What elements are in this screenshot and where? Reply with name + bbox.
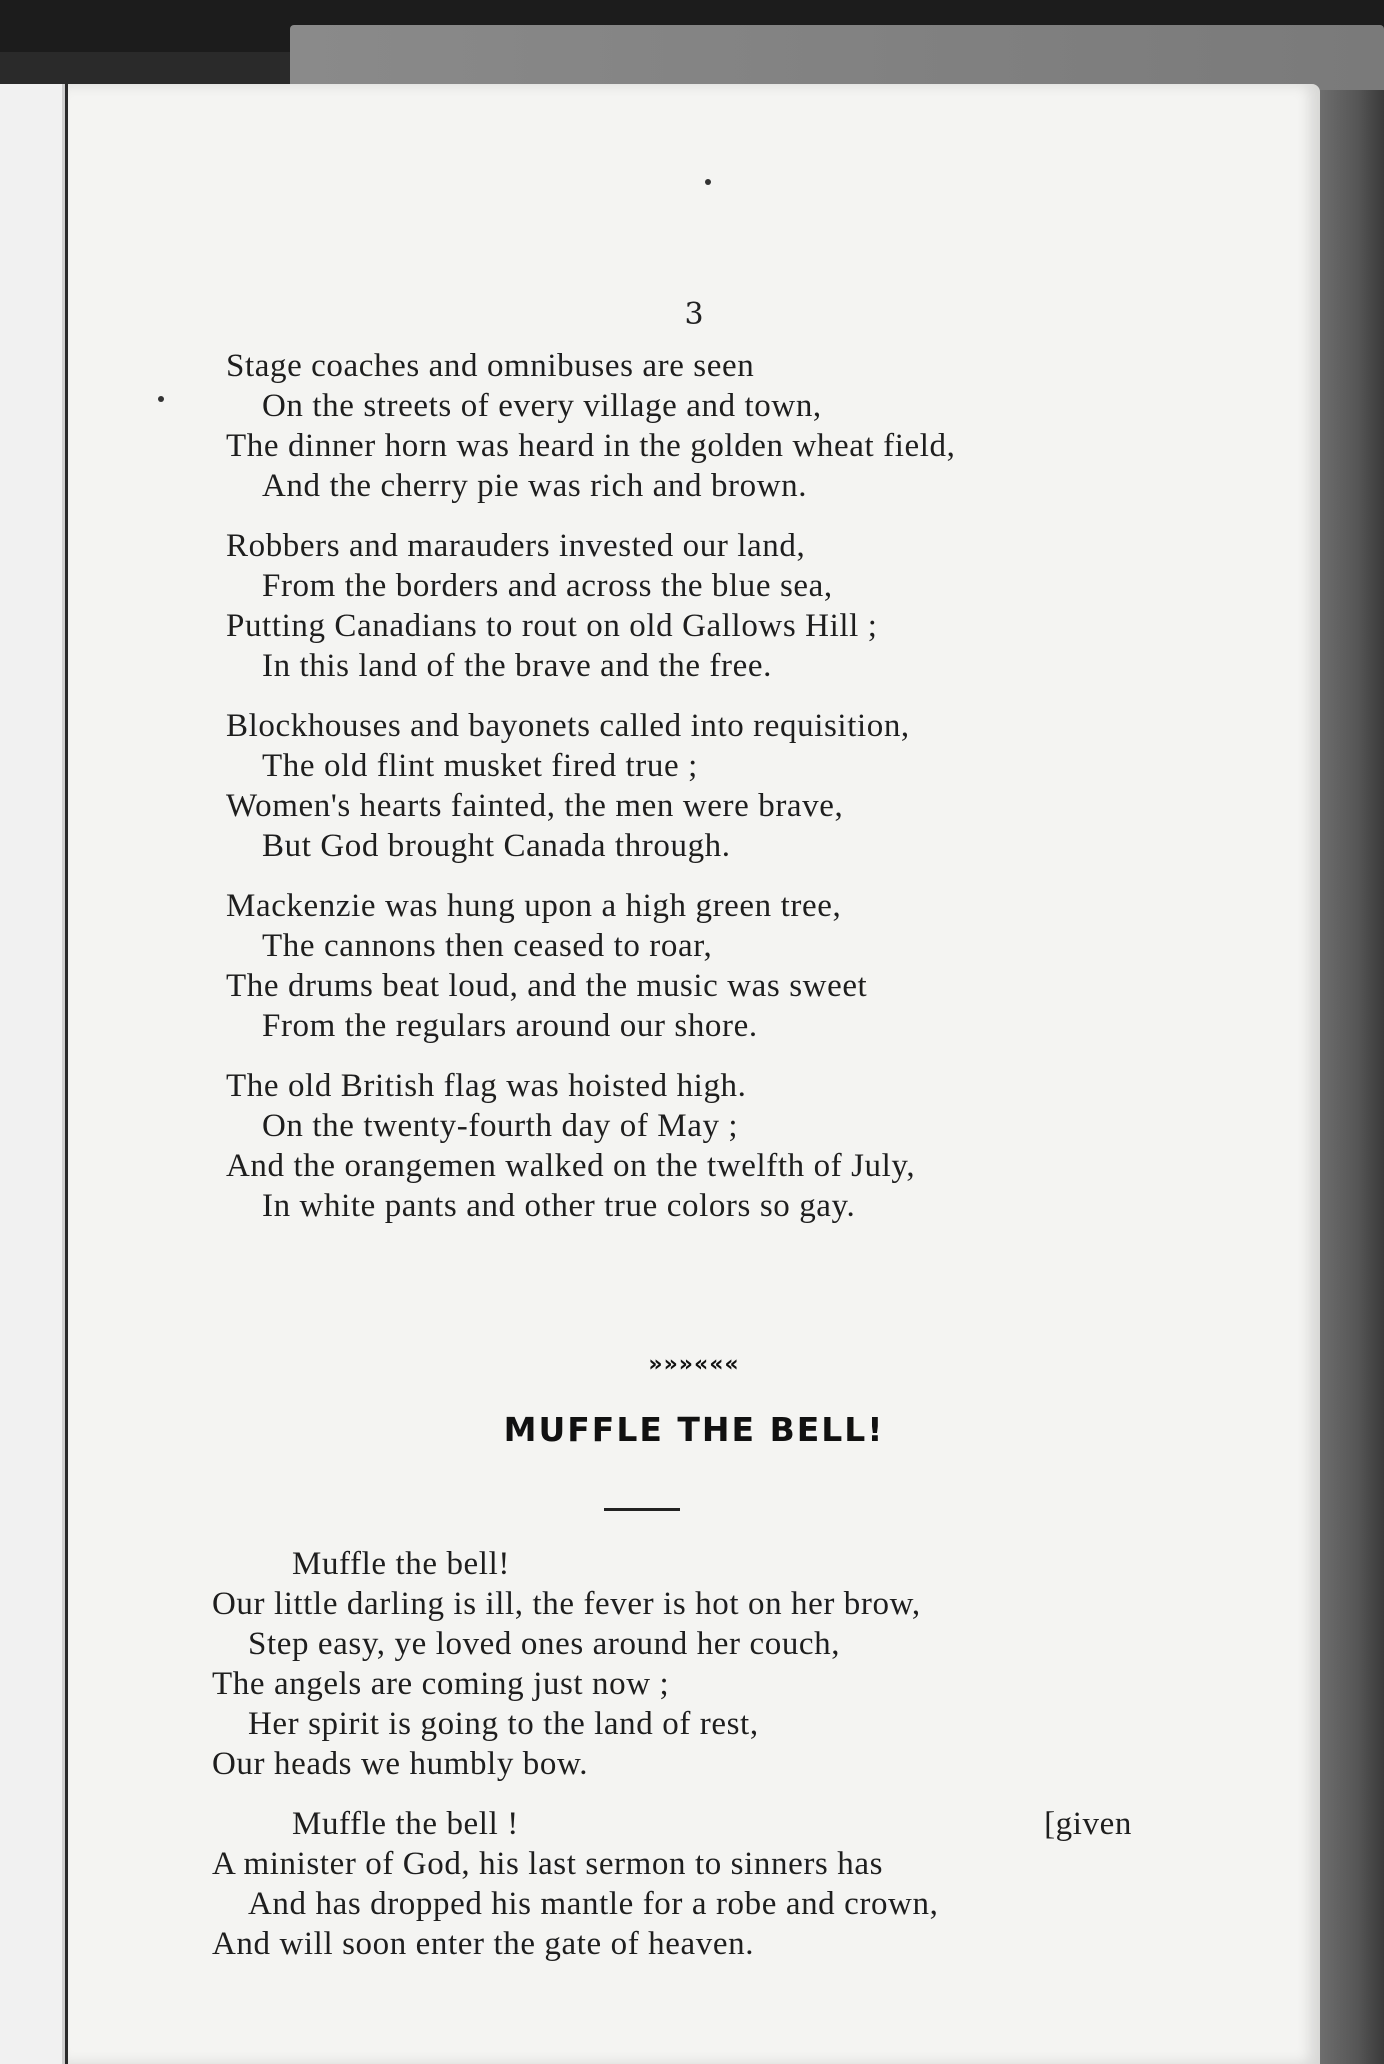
poem-line-text: And will soon enter the gate of heaven. — [212, 1926, 755, 1962]
poem-line — [226, 706, 1186, 746]
poem-line — [212, 1804, 1132, 1844]
poem-line — [212, 1744, 1132, 1784]
title-rule — [604, 1508, 680, 1511]
speck — [158, 396, 164, 402]
poem-line — [226, 346, 1186, 386]
poem-line-text: But God brought Canada through. — [262, 828, 731, 864]
poem-bottom — [212, 1544, 1132, 1984]
poem-top — [226, 346, 1186, 1246]
poem-line-text: The old British flag was hoisted high. — [226, 1068, 747, 1104]
poem-line-text: From the borders and across the blue sea, — [262, 568, 833, 604]
poem-line-text: Women's hearts fainted, the men were brave, — [226, 788, 844, 824]
poem-line-text: Muffle the bell ! — [292, 1806, 519, 1842]
poem-line — [212, 1924, 1132, 1964]
speck — [705, 179, 711, 185]
poem-line-text: The dinner horn was heard in the golden wheat field, — [226, 428, 956, 464]
poem-line-text: In white pants and other true colors so gay. — [262, 1188, 856, 1224]
stanza — [212, 1544, 1132, 1784]
stanza — [212, 1804, 1132, 1964]
poem-line-text: Stage coaches and omnibuses are seen — [226, 348, 755, 384]
poem-line — [226, 786, 1186, 826]
poem-line — [212, 1584, 1132, 1624]
poem-line-text: Our heads we humbly bow. — [212, 1746, 589, 1782]
poem-line-text: Her spirit is going to the land of rest, — [248, 1706, 759, 1742]
poem-line — [212, 1704, 1132, 1744]
poem-line-text: The angels are coming just now ; — [212, 1666, 670, 1702]
poem-line — [226, 566, 1186, 606]
poem-line — [212, 1664, 1132, 1704]
poem-line-text: Muffle the bell! — [292, 1546, 510, 1582]
poem-line-text: From the regulars around our shore. — [262, 1008, 758, 1044]
poem-line — [212, 1624, 1132, 1664]
poem-line-carryover: [given — [1044, 1806, 1132, 1842]
left-page-edge — [0, 84, 65, 2064]
poem-line — [226, 526, 1186, 566]
poem-line-text: The drums beat loud, and the music was sweet — [226, 968, 868, 1004]
poem-line-text: Step easy, ye loved ones around her couch, — [248, 1626, 841, 1662]
poem-line — [226, 646, 1186, 686]
poem-line — [226, 1006, 1186, 1046]
poem-line — [226, 386, 1186, 426]
page-number: 3 — [684, 297, 704, 332]
poem-line — [226, 1106, 1186, 1146]
poem-line — [212, 1884, 1132, 1924]
stanza — [226, 886, 1186, 1046]
poem-line — [226, 426, 1186, 466]
poem-line-text: And the cherry pie was rich and brown. — [262, 468, 808, 504]
stanza — [226, 1066, 1186, 1226]
poem-line-text: A minister of God, his last sermon to sinners has — [212, 1846, 884, 1882]
poem-line-text: The cannons then ceased to roar, — [262, 928, 713, 964]
poem-line-text: Blockhouses and bayonets called into requisition, — [226, 708, 910, 744]
poem-line-text: On the streets of every village and town, — [262, 388, 822, 424]
poem-line-text: Our little darling is ill, the fever is hot on her brow, — [212, 1586, 921, 1622]
poem-line — [212, 1544, 1132, 1584]
poem-line — [226, 966, 1186, 1006]
book-page — [68, 84, 1320, 2064]
stanza — [226, 706, 1186, 866]
poem-line-text: And the orangemen walked on the twelfth of July, — [226, 1148, 916, 1184]
section-title: MUFFLE THE BELL! — [503, 1410, 885, 1449]
poem-line — [226, 826, 1186, 866]
poem-line — [226, 466, 1186, 506]
poem-line-text: Putting Canadians to rout on old Gallows Hill ; — [226, 608, 878, 644]
ornament-divider: »»»««« — [648, 1352, 740, 1377]
poem-line-text: In this land of the brave and the free. — [262, 648, 772, 684]
poem-line — [226, 1146, 1186, 1186]
poem-line-text: The old flint musket fired true ; — [262, 748, 698, 784]
book-spine-edge — [1320, 90, 1384, 2064]
poem-line — [226, 886, 1186, 926]
poem-line-text: And has dropped his mantle for a robe and crown, — [248, 1886, 939, 1922]
poem-line-text: Mackenzie was hung upon a high green tree, — [226, 888, 842, 924]
poem-line — [226, 746, 1186, 786]
poem-line-text: On the twenty-fourth day of May ; — [262, 1108, 739, 1144]
poem-line-text: Robbers and marauders invested our land, — [226, 528, 806, 564]
stanza — [226, 526, 1186, 686]
poem-line — [226, 926, 1186, 966]
poem-line — [226, 606, 1186, 646]
poem-line — [226, 1066, 1186, 1106]
poem-line — [226, 1186, 1186, 1226]
poem-line — [212, 1844, 1132, 1884]
stanza — [226, 346, 1186, 506]
